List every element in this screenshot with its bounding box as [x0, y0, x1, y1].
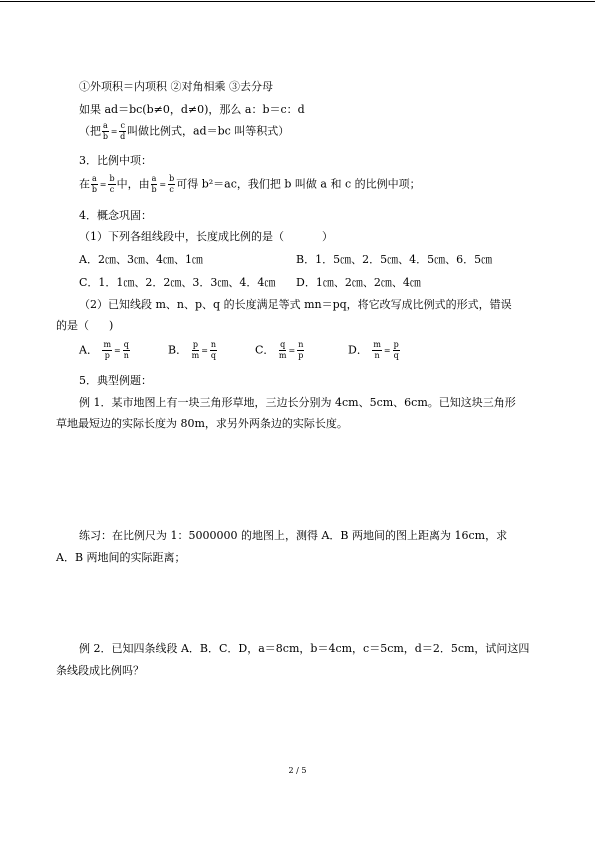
fraction: $\frac{m}{p}$: [103, 340, 112, 360]
section3-heading: 3．比例中项：: [79, 154, 152, 167]
equals-sign: =: [159, 179, 167, 189]
equals-sign: =: [99, 179, 107, 189]
example-1-line1: 例 1．某市地图上有一块三角形草地，三边长分别为 4cm、5cm、6cm。已知这块三角形: [79, 396, 516, 409]
equals-sign: =: [114, 345, 121, 355]
example-2-line1: 例 2．已知四条线段 A．B．C．D，a＝8cm，b＝4cm，c＝5cm，d＝2．5cm，试问这四: [79, 642, 530, 655]
fraction: $\frac{a}{b}$: [91, 174, 97, 194]
fraction: $\frac{c}{d}$: [120, 121, 126, 141]
q1-option-d: D．1㎝、2㎝、2㎝、4㎝: [296, 276, 421, 289]
example-1-line2: 草地最短边的实际长度为 80m，求另外两条边的实际长度。: [56, 417, 348, 430]
section5-heading: 5．典型例题：: [79, 374, 152, 387]
fraction: $\frac{b}{c}$: [169, 174, 175, 194]
fraction: $\frac{m}{n}$: [373, 340, 381, 360]
q2-option-b: B． $\frac{p}{m}$ = $\frac{n}{q}$: [168, 340, 217, 360]
question-2-line2: 的是（ ): [56, 319, 114, 332]
page-top-rule: [0, 1, 595, 2]
fraction: $\frac{a}{b}$: [151, 174, 157, 194]
fraction: $\frac{q}{n}$: [123, 340, 129, 360]
fraction: $\frac{q}{m}$: [278, 340, 287, 360]
example-2-line2: 条线段成比例吗？: [56, 664, 144, 677]
note-post: 叫做比例式，ad＝bc 叫等积式）: [126, 124, 290, 138]
fraction: $\frac{n}{p}$: [298, 340, 304, 360]
section3-text: 在 $\frac{a}{b}$ = $\frac{b}{c}$ 中，由 $\frac{a}{b}$ = $\frac{b}{c}$ 可得 b²＝ac，我们把 b 叫做 a 和 c 的比例中项；: [79, 174, 421, 194]
q1-option-a: A．2㎝、3㎝、4㎝、1㎝: [79, 253, 203, 266]
equals-sign: =: [201, 345, 208, 355]
q2-option-d: D． $\frac{m}{n}$ = $\frac{p}{q}$: [348, 340, 399, 360]
note-pre: （把: [79, 124, 101, 138]
equals-sign: =: [110, 126, 118, 136]
section4-heading: 4．概念巩固：: [79, 209, 152, 222]
equals-sign: =: [288, 345, 296, 355]
fraction: $\frac{a}{b}$: [102, 121, 108, 141]
question-1: （1）下列各组线段中，长度成比例的是（ ）: [79, 230, 333, 243]
steps-text: ①外项积＝内项积 ②对角相乘 ③去分母: [79, 80, 273, 93]
fraction: $\frac{n}{q}$: [210, 340, 217, 360]
question-2-line1: （2）已知线段 m、n、p、q 的长度满足等式 mn＝pq，将它改写成比例式的形式，错误: [79, 298, 512, 311]
fraction: $\frac{p}{q}$: [393, 340, 399, 360]
q2-option-c: C． $\frac{q}{m}$ = $\frac{n}{p}$: [255, 340, 304, 360]
rule-text: 如果 ad＝bc(b≠0，d≠0)，那么 a：b＝c：d: [79, 103, 305, 116]
note-line: [79, 122, 289, 141]
fraction: $\frac{p}{m}$: [191, 340, 200, 360]
fraction: $\frac{b}{c}$: [109, 174, 115, 194]
page-number: 2 / 5: [288, 766, 307, 775]
q1-option-c: C．1．1㎝、2．2㎝、3．3㎝、4．4㎝: [79, 276, 276, 289]
practice-line2: A．B 两地间的实际距离；: [56, 551, 186, 564]
q1-option-b: B．1．5㎝、2．5㎝、4．5㎝、6．5㎝: [296, 253, 493, 266]
practice-line1: 练习：在比例尺为 1：5000000 的地图上，测得 A．B 两地间的图上距离为 16cm，求: [79, 529, 508, 542]
equals-sign: =: [383, 345, 391, 355]
q2-option-a: A． $\frac{m}{p}$ = $\frac{q}{n}$: [79, 340, 129, 360]
